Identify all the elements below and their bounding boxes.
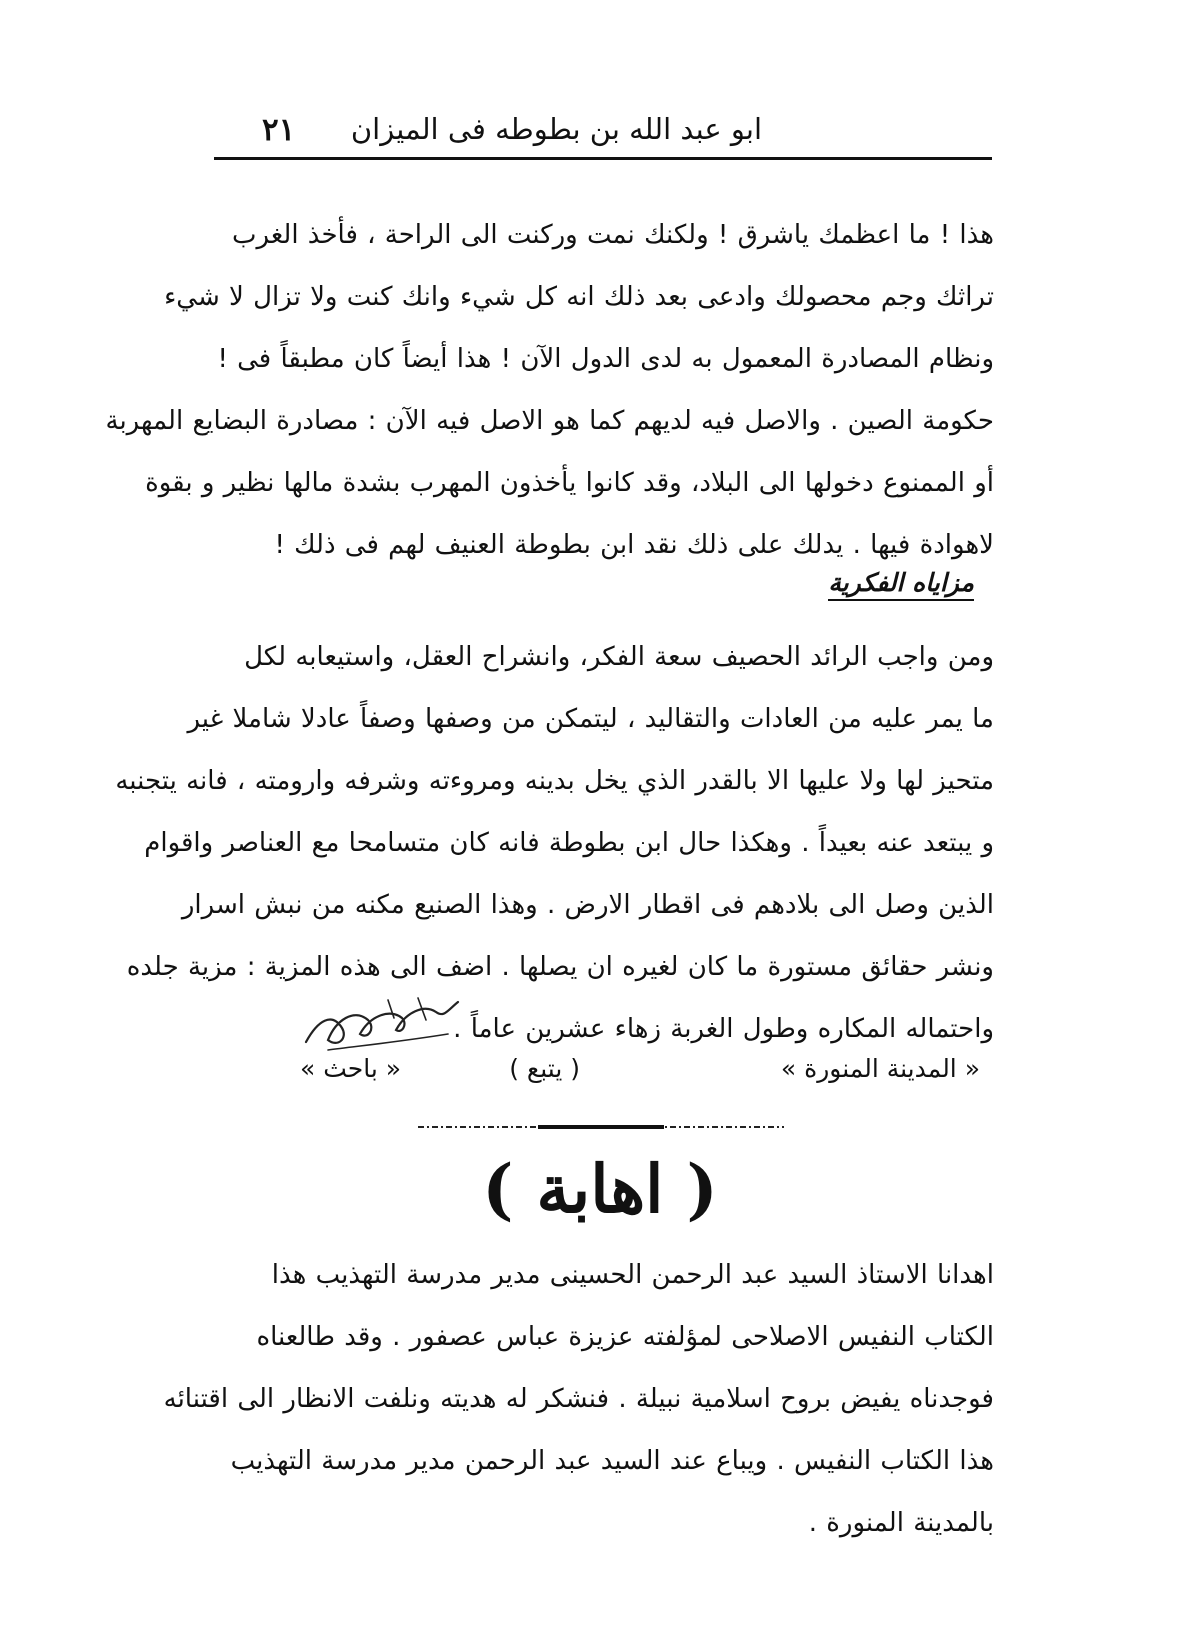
- running-header: [214, 104, 992, 160]
- section-title: ( اهابة ): [482, 1150, 718, 1228]
- text-line: ما يمر عليه من العادات والتقاليد ، ليتمكن من وصفها وصفاً عادلا شاملا غير: [187, 704, 994, 734]
- article-paragraph-tribute: [163, 1244, 994, 1554]
- text-line: متحيز لها ولا عليها الا بالقدر الذي يخل بدينه ومروءته وشرفه وارومته ، فانه يتجنبه: [115, 766, 994, 796]
- text-line: هذا ! ما اعظمك ياشرق ! ولكنك نمت وركنت الى الراحة ، فأخذ الغرب: [232, 220, 994, 250]
- text-line: ونشر حقائق مستورة ما كان لغيره ان يصلها . اضف الى هذه المزية : مزية جلده: [126, 952, 994, 982]
- page-number: ٢١: [262, 112, 296, 148]
- text-line: لاهوادة فيها . يدلك على ذلك نقد ابن بطوطة العنيف لهم فى ذلك !: [274, 530, 994, 560]
- handwritten-signature: [298, 990, 468, 1060]
- section-subheading: مزاياه الفكرية: [828, 568, 974, 601]
- article-signoff: [280, 1054, 980, 1094]
- article-paragraph-east: [105, 204, 994, 576]
- text-line: تراثك وجم محصولك وادعى بعد ذلك انه كل شيء وانك كنت ولا تزال لا شيء: [164, 282, 994, 312]
- text-line: أو الممنوع دخولها الى البلاد، وقد كانوا يأخذون المهرب بشدة مالها نظير و بقوة: [145, 468, 994, 498]
- section-divider: [418, 1122, 784, 1132]
- text-line: حكومة الصين . والاصل فيه لديهم كما هو الاصل فيه الآن : مصادرة البضايع المهربة: [105, 406, 994, 436]
- signoff-author: « باحث »: [300, 1054, 402, 1083]
- running-title: ابو عبد الله بن بطوطه فى الميزان: [350, 112, 762, 146]
- text-line: الكتاب النفيس الاصلاحى لمؤلفته عزيزة عباس عصفور . وقد طالعناه: [256, 1322, 994, 1352]
- text-line: واحتماله المكاره وطول الغربة زهاء عشرين عاماً .: [453, 1014, 994, 1044]
- text-line: و يبتعد عنه بعيداً . وهكذا حال ابن بطوطة فانه كان متسامحا مع العناصر واقوام: [144, 828, 994, 858]
- text-line: فوجدناه يفيض بروح اسلامية نبيلة . فنشكر له هديته ونلفت الانظار الى اقتنائه: [163, 1384, 994, 1414]
- text-line: بالمدينة المنورة .: [808, 1508, 994, 1538]
- text-line: الذين وصل الى بلادهم فى اقطار الارض . وهذا الصنيع مكنه من نبش اسرار: [181, 890, 994, 920]
- text-line: ومن واجب الرائد الحصيف سعة الفكر، وانشراح العقل، واستيعابه لكل: [244, 642, 994, 672]
- signoff-place: « المدينة المنورة »: [780, 1054, 980, 1083]
- signoff-continued: ( يتبع ): [509, 1054, 580, 1083]
- text-line: ونظام المصادرة المعمول به لدى الدول الآن ! هذا أيضاً كان مطبقاً فى !: [217, 344, 994, 374]
- text-line: اهدانا الاستاذ السيد عبد الرحمن الحسينى مدير مدرسة التهذيب هذا: [271, 1260, 994, 1290]
- text-line: هذا الكتاب النفيس . ويباع عند السيد عبد الرحمن مدير مدرسة التهذيب: [230, 1446, 994, 1476]
